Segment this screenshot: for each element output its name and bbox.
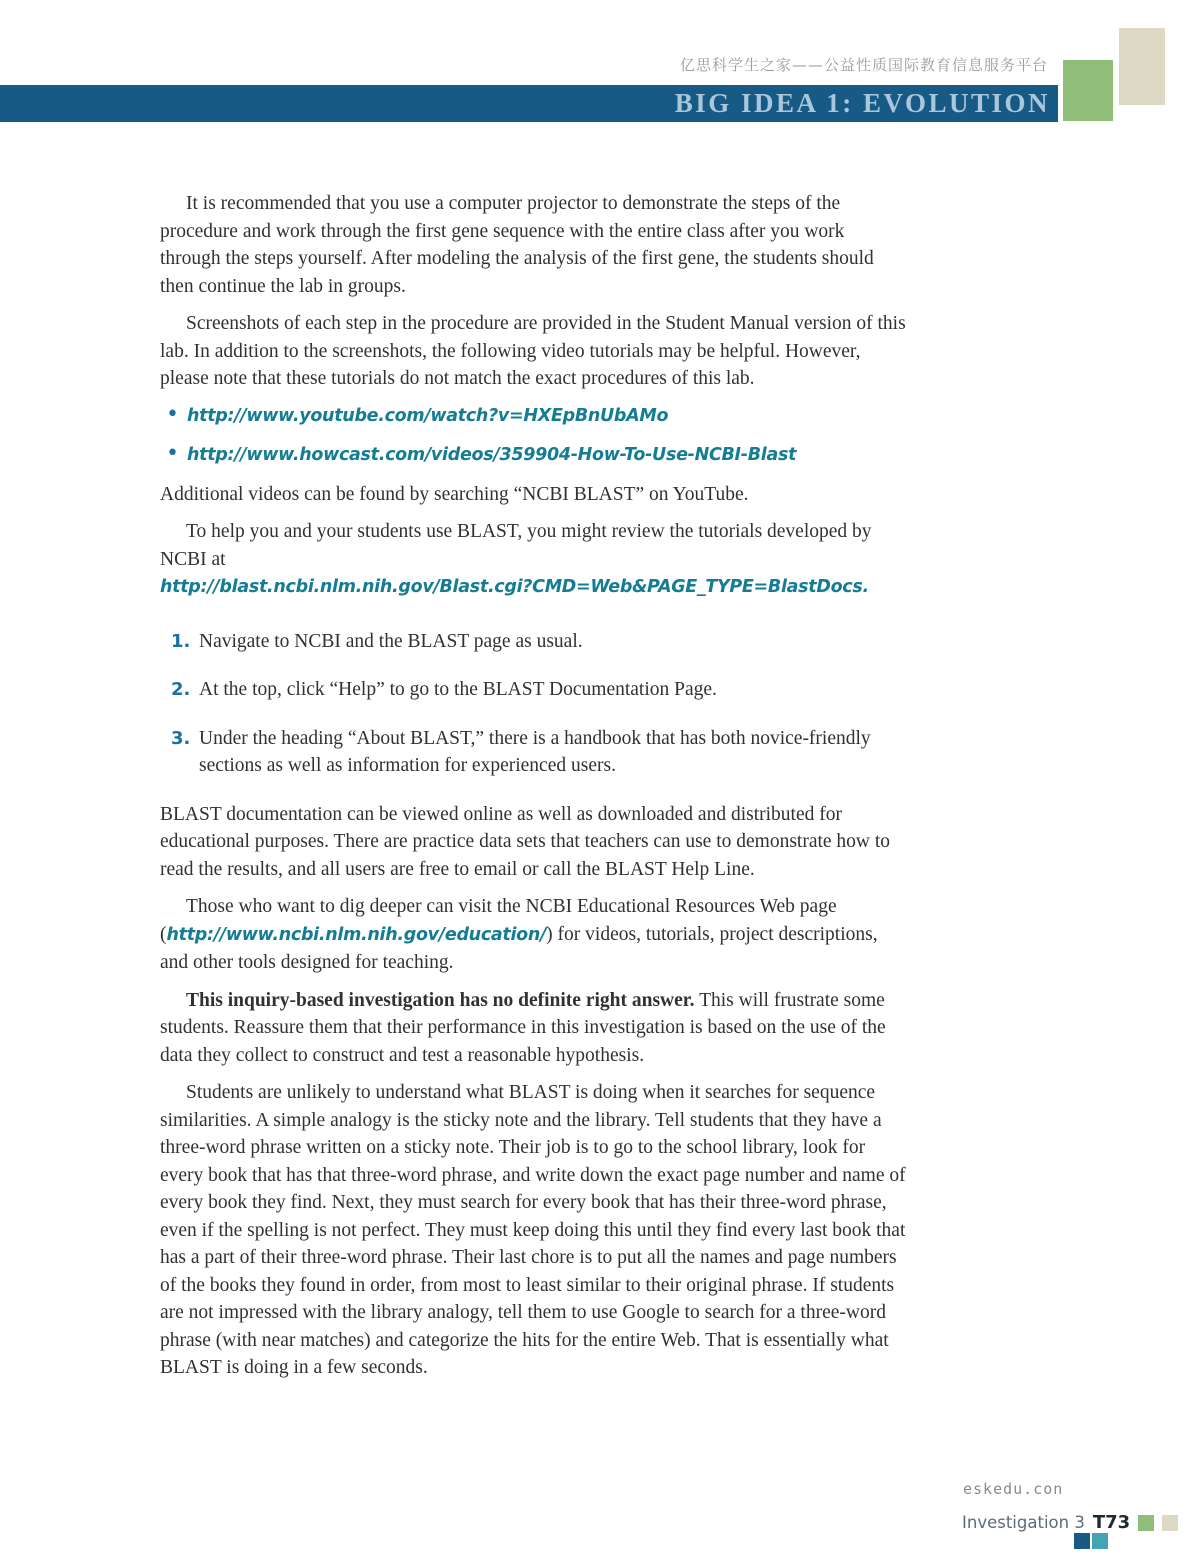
instruction-steps (160, 628, 908, 780)
video-link-list (160, 403, 908, 469)
paragraph-inquiry (160, 987, 908, 1070)
paragraph-additional-videos: Additional videos can be found by searching “NCBI BLAST” on YouTube. (160, 483, 749, 505)
bold-lead-text: This inquiry-based investigation has no definite right answer. (186, 989, 695, 1011)
paragraph-projector: It is recommended that you use a computer projector to demonstrate the steps of the procedure and work through the first gene sequence with the entire class after you work through the steps yourself. After modeling the analysis of the first gene, the students should then continue the lab in groups. (160, 193, 874, 297)
footer-investigation-line (962, 1512, 1178, 1533)
footer-navy-square (1074, 1533, 1090, 1549)
footer-site-text: eskedu.con (963, 1480, 1064, 1498)
paragraph-text: To help you and your students use BLAST, you might review the tutorials developed by NCBI at (160, 521, 872, 570)
step-text: Under the heading “About BLAST,” there is a handbook that has both novice-friendly sections as well as information for experienced users. (199, 727, 871, 776)
paragraph-text: ) for videos, tutorials, project descriptions, and other tools designed for teaching. (160, 923, 878, 973)
blastdocs-link[interactable]: http://blast.ncbi.nlm.nih.gov/Blast.cgi?CMD=Web&PAGE_TYPE=BlastDocs. (160, 577, 869, 597)
step-number: 2. (171, 679, 191, 700)
decor-beige-square (1119, 28, 1165, 105)
investigation-label: Investigation 3 (962, 1513, 1085, 1532)
footer-beige-square (1162, 1515, 1178, 1531)
watermark-text: 亿思科学生之家——公益性质国际教育信息服务平台 (679, 56, 1048, 74)
page-content (160, 190, 908, 1392)
paragraph-blast-documentation: BLAST documentation can be viewed online as well as downloaded and distributed for educational purposes. There are practice data sets that teachers can use to demonstrate how to read the results, and all users are free to email or call the BLAST Help Line. (160, 803, 891, 880)
page-number: T73 (1092, 1512, 1131, 1533)
step-item (160, 676, 908, 704)
howcast-link[interactable]: http://www.howcast.com/videos/359904-How-To-Use-NCBI-Blast (187, 444, 797, 465)
paragraph-ncbi-tutorials (160, 518, 908, 602)
step-item (160, 725, 908, 780)
paragraph-library-analogy: Students are unlikely to understand what BLAST is doing when it searches for sequence similarities. A simple analogy is the sticky note and the library. Tell students that they have a three-word phrase written on a sticky note. Their job is to go to the school library, look for every book that has that three-word phrase, and write down the exact page number and name of every book they find. Next, they must search for every book that has their three-word phrase, even if the spelling is not perfect. They must keep doing this until they find every last book that has a part of their three-word phrase. Their last chore is to put all the names and page numbers of the books they found in order, from most to least similar to their original phrase. If students are not impressed with the library analogy, tell them to use Google to search for a three-word phrase (with near matches) and categorize the hits for the entire Web. That is essentially what BLAST is doing in a few seconds. (160, 1082, 906, 1378)
list-item (160, 403, 908, 430)
education-link[interactable]: http://www.ncbi.nlm.nih.gov/education/ (166, 924, 547, 945)
paragraph-text: This will frustrate some students. Reassure them that their performance in this investigation is based on the use of the data they collect to construct and test a reasonable hypothesis. (160, 989, 886, 1066)
list-item (160, 442, 908, 469)
decor-green-square (1063, 60, 1113, 121)
step-number: 3. (171, 727, 191, 749)
step-text: At the top, click “Help” to go to the BLAST Documentation Page. (199, 679, 717, 700)
footer-green-square (1138, 1515, 1154, 1531)
step-number: 1. (171, 630, 191, 652)
paragraph-text: Those who want to dig deeper can visit the NCBI Educational Resources Web page ( (160, 896, 837, 945)
footer-teal-square (1092, 1533, 1108, 1549)
step-text: Navigate to NCBI and the BLAST page as usual. (199, 630, 583, 652)
banner-title: BIG IDEA 1: EVOLUTION (674, 88, 1050, 118)
youtube-link[interactable]: http://www.youtube.com/watch?v=HXEpBnUbAMo (187, 405, 669, 426)
step-item (160, 628, 908, 656)
paragraph-screenshots: Screenshots of each step in the procedure are provided in the Student Manual version of this lab. In addition to the screenshots, the following video tutorials may be helpful. However, please note that these tutorials do not match the exact procedures of this lab. (160, 313, 906, 389)
paragraph-dig-deeper (160, 893, 908, 977)
chapter-banner (0, 85, 1058, 122)
